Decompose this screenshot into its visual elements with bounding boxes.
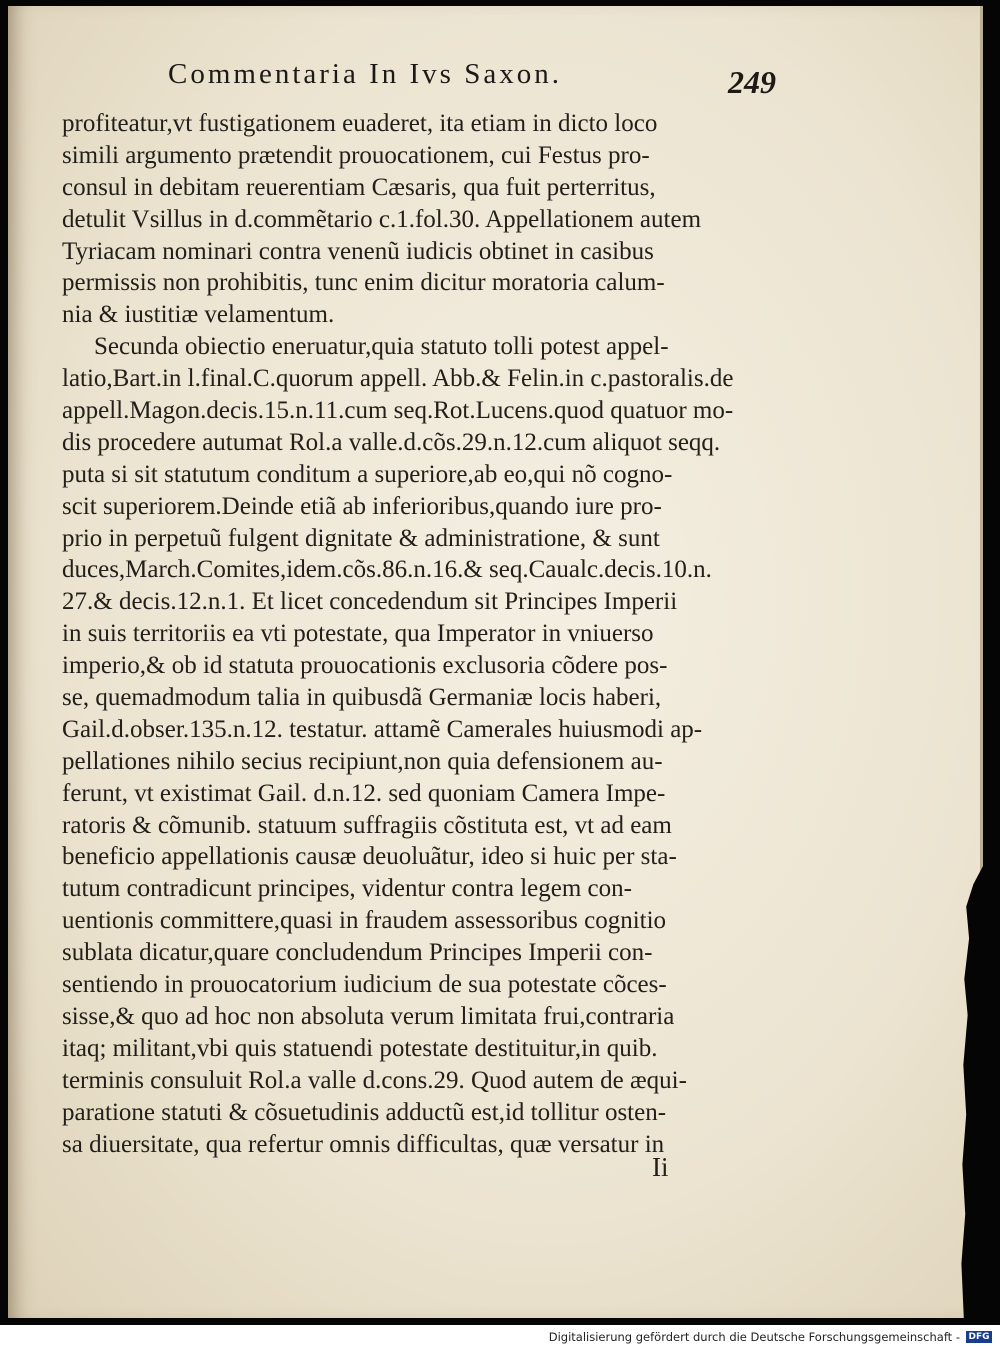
text-line: sisse,& quo ad hoc non absoluta verum limitata frui,contraria: [62, 1002, 675, 1030]
attribution-bar: [0, 1325, 1000, 1349]
text-line: nia & iustitiæ velamentum.: [62, 301, 335, 329]
text-line: 27.& decis.12.n.1. Et licet concedendum sit Principes Imperii: [62, 588, 678, 616]
text-line: consul in debitam reuerentiam Cæsaris, qua fuit perterritus,: [62, 173, 656, 201]
catchword: Ii: [652, 1152, 669, 1182]
text-line: pellationes nihilo secius recipiunt,non quia defensionem au-: [62, 747, 663, 775]
text-line: in suis territoriis ea vti potestate, qua Imperator in vniuerso: [62, 620, 654, 648]
text-line: paratione statuti & cõsuetudinis adductũ est,id tollitur osten-: [62, 1098, 667, 1126]
dfg-logo-icon: DFG: [966, 1331, 992, 1343]
text-line: scit superiorem.Deinde etiã ab inferioribus,quando iure pro-: [62, 492, 662, 520]
text-line: Gail.d.obser.135.n.12. testatur. attamẽ Camerales huiusmodi ap-: [62, 715, 703, 743]
text-line: itaq; militant,vbi quis statuendi potestate destituitur,in quib.: [62, 1034, 658, 1062]
text-line: detulit Vsillus in d.commẽtario c.1.fol.30. Appellationem autem: [62, 205, 702, 233]
body-text: [62, 108, 778, 1160]
torn-page-edge: [959, 866, 983, 1318]
text-line: imperio,& ob id statuta prouocationis exclusoria cõdere pos-: [62, 652, 668, 680]
text-line: sentiendo in prouocatorium iudicium de sua potestate cõces-: [62, 971, 667, 999]
text-line: prio in perpetuũ fulgent dignitate & administratione, & sunt: [62, 524, 660, 552]
running-head: Commentaria In Ivs Saxon.: [168, 58, 562, 90]
text-line: ratoris & cõmunib. statuum suffragiis cõstituta est, vt ad eam: [62, 811, 672, 839]
text-line: terminis consuluit Rol.a valle d.cons.29. Quod autem de æqui-: [62, 1066, 687, 1094]
attribution-text: Digitalisierung gefördert durch die Deutsche Forschungsgemeinschaft -: [548, 1330, 960, 1344]
text-line: permissis non prohibitis, tunc enim dicitur moratoria calum-: [62, 269, 665, 297]
text-line: sa diuersitate, qua refertur omnis difficultas, quæ versatur in: [62, 1130, 665, 1158]
text-line: beneficio appellationis causæ deuoluãtur, ideo si huic per sta-: [62, 843, 677, 871]
text-line: simili argumento prætendit prouocationem, cui Festus pro-: [62, 141, 650, 169]
text-line: puta si sit statutum conditum a superiore,ab eo,qui nõ cogno-: [62, 460, 673, 488]
page-number: 249: [728, 64, 776, 100]
text-line: Secunda obiectio eneruatur,quia statuto tolli potest appel-: [94, 333, 669, 361]
text-line: se, quemadmodum talia in quibusdã Germaniæ locis haberi,: [62, 684, 662, 712]
text-line: appell.Magon.decis.15.n.11.cum seq.Rot.Lucens.quod quatuor mo-: [62, 397, 734, 425]
text-line: uentionis committere,quasi in fraudem assessoribus cognitio: [62, 907, 667, 935]
text-line: tutum contradicunt principes, videntur contra legem con-: [62, 875, 632, 903]
text-line: ferunt, vt existimat Gail. d.n.12. sed quoniam Camera Impe-: [62, 779, 666, 807]
text-line: dis procedere autumat Rol.a valle.d.cõs.29.n.12.cum aliquot seqq.: [62, 428, 721, 456]
text-line: Tyriacam nominari contra venenũ iudicis obtinet in casibus: [62, 237, 654, 265]
text-line: profiteatur,vt fustigationem euaderet, ita etiam in dicto loco: [62, 110, 658, 137]
text-line: duces,March.Comites,idem.cõs.86.n.16.& seq.Caualc.decis.10.n.: [62, 556, 712, 584]
text-line: sublata dicatur,quare concludendum Principes Imperii con-: [62, 939, 653, 967]
text-line: latio,Bart.in l.final.C.quorum appell. Abb.& Felin.in c.pastoralis.de: [62, 365, 734, 393]
